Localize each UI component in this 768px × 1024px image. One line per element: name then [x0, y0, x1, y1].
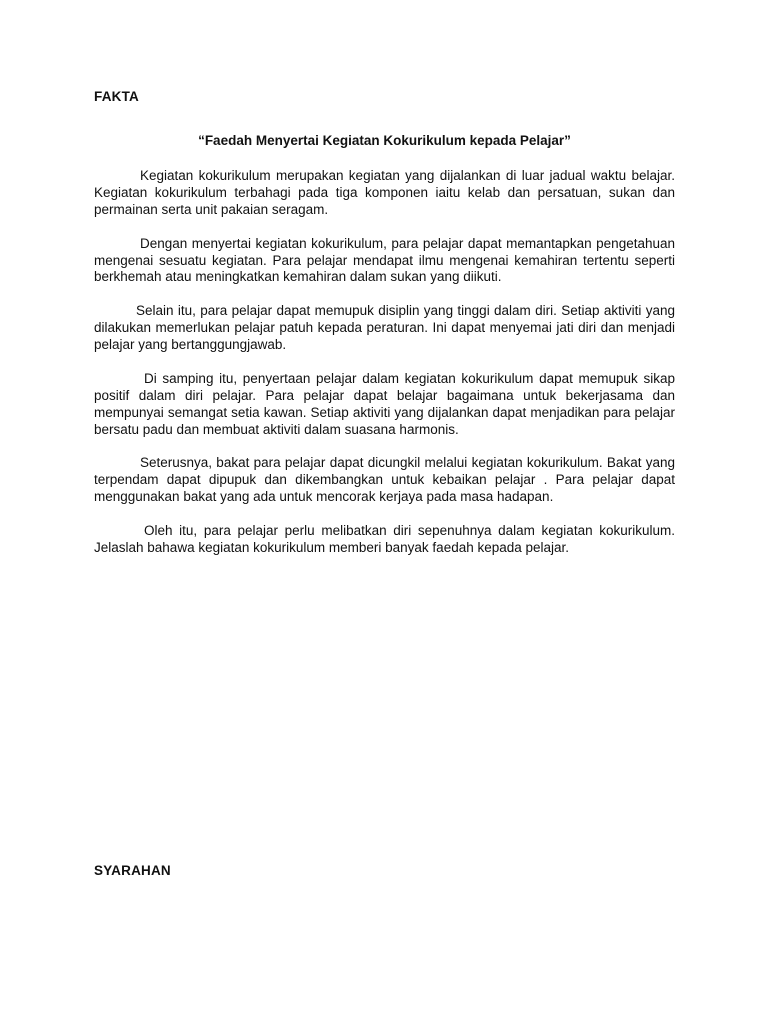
paragraph: Kegiatan kokurikulum merupakan kegiatan yang dijalankan di luar jadual waktu belajar. Kegiatan kokurikulum terbahagi pada tiga komponen iaitu kelab dan persatuan, sukan dan permainan serta unit pakaian seragam. [94, 168, 675, 217]
section-heading-syarahan: SYARAHAN [94, 863, 171, 878]
paragraph: Dengan menyertai kegiatan kokurikulum, para pelajar dapat memantapkan pengetahuan mengenai sesuatu kegiatan. Para pelajar mendapat ilmu mengenai kemahiran tertentu seperti berkhemah atau meningkatkan kemahiran dalam sukan yang diikuti. [94, 235, 675, 285]
paragraph: Di samping itu, penyertaan pelajar dalam kegiatan kokurikulum dapat memupuk sikap positif dalam diri pelajar. Para pelajar dapat belajar bagaimana untuk bekerjasama dan mempunyai semangat setia kawan. Setiap aktiviti yang dijalankan dapat menjadikan para pelajar bersatu padu dan membuat aktiviti dalam suasana harmonis. [94, 370, 675, 437]
document-title: “Faedah Menyertai Kegiatan Kokurikulum kepada Pelajar” [198, 133, 571, 148]
paragraph: Selain itu, para pelajar dapat memupuk disiplin yang tinggi dalam diri. Setiap aktiviti yang dilakukan memerlukan pelajar patuh kepada peraturan. Ini dapat menyemai jati diri dan menjadi pelajar yang bertanggungjawab. [94, 303, 675, 353]
body-text [94, 168, 675, 574]
section-heading-fakta: FAKTA [94, 89, 139, 104]
paragraph: Oleh itu, para pelajar perlu melibatkan diri sepenuhnya dalam kegiatan kokurikulum. Jelaslah bahawa kegiatan kokurikulum memberi banyak faedah kepada pelajar. [94, 522, 675, 555]
paragraph: Seterusnya, bakat para pelajar dapat dicungkil melalui kegiatan kokurikulum. Bakat yang terpendam dapat dipupuk dan dikembangkan untuk kebaikan pelajar . Para pelajar dapat menggunakan bakat yang ada untuk mencorak kerjaya pada masa hadapan. [94, 455, 675, 505]
